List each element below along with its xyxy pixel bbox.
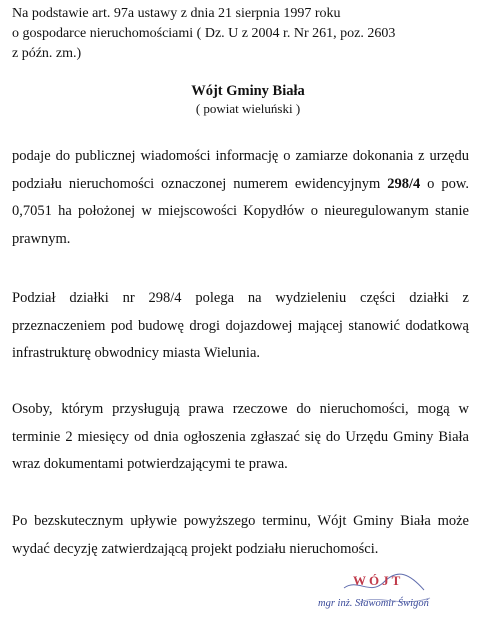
issuer-subtitle: ( powiat wieluński ) [195,101,301,116]
decision-paragraph: Po bezskutecznym upływie powyższego terminu, Wójt Gminy Biała może wydać decyzję zatwierdzającą projekt podziału nieruchomości. [12,513,469,557]
parcel-number: 298/4 [387,175,421,192]
issuer-title: Wójt Gminy Biała [191,83,305,99]
signature-title: WÓJT [353,573,404,588]
paragraph1-text-before: podaje do publicznej wiadomości informację o zamiarze dokonania z urzędu podziału nieruchomości oznaczonej numerem ewidencyjnym [12,148,469,192]
legal-basis-intro [12,4,472,64]
signature-name: mgr inż. Sławomir Świgoń [318,598,429,609]
rights-holders-paragraph: Osoby, którym przysługują prawa rzeczowe do nieruchomości, mogą w terminie 2 miesięcy od dnia ogłoszenia zgłaszać się do Urzędu Gminy Biała wraz dokumentami potwierdzającymi te prawa. [12,401,469,472]
issuer-heading [0,82,478,117]
division-description-paragraph: Podział działki nr 298/4 polega na wydzieleniu części działki z przeznaczeniem pod budowę drogi dojazdowej mającej stanowić dodatkową infrastrukturę obwodnicy miasta Wielunia. [12,290,469,361]
paragraph1-text-after: o pow. 0,7051 ha położonej w miejscowości Kopydłów o nieuregulowanym stanie prawnym. [12,175,470,247]
announcement-paragraph [12,143,469,253]
intro-line-1: Na podstawie art. 97a ustawy z dnia 21 sierpnia 1997 roku [12,6,341,21]
intro-line-2: o gospodarce nieruchomościami ( Dz. U z 2004 r. Nr 261, poz. 2603 [12,26,396,41]
intro-line-3: z późn. zm.) [12,46,82,61]
